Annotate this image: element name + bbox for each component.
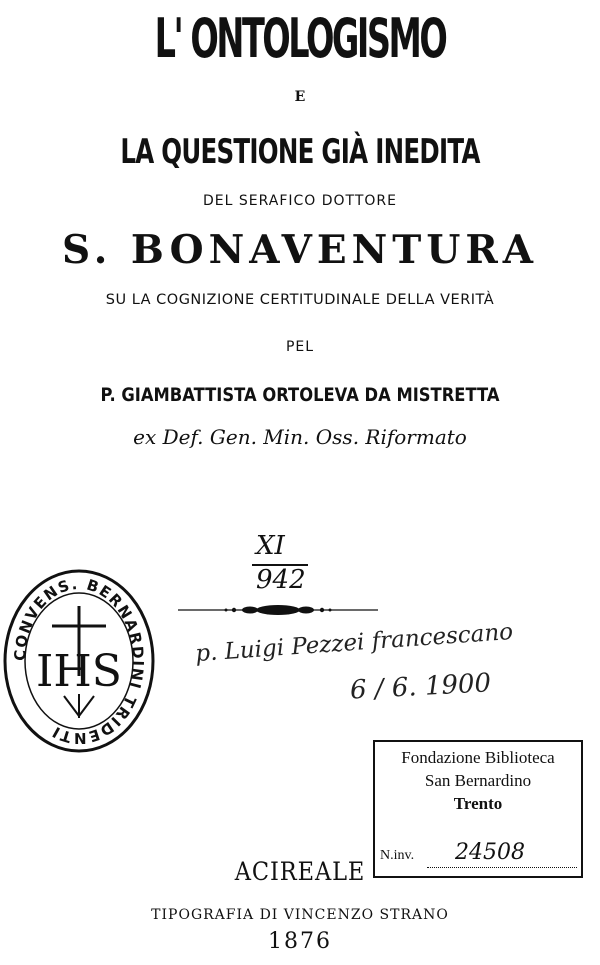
library-name-line1: Fondazione Biblioteca [401, 748, 555, 767]
author-name: P. GIAMBATTISTA ORTOLEVA DA MISTRETTA [100, 384, 500, 406]
imprint-city: ACIREALE [234, 857, 366, 886]
stamp-text: CONVENS. BERNARDINI TRIDENTI [10, 574, 148, 748]
topic-line: SU LA COGNIZIONE CERTITUDINALE DELLA VERITÀ [105, 292, 495, 308]
handwritten-date: 6 / 6. 1900 [349, 668, 492, 706]
library-city: Trento [453, 794, 503, 813]
book-subtitle: LA QUESTIONE GIÀ INEDITA [120, 132, 480, 172]
svg-text:IHS: IHS [36, 646, 122, 697]
inventory-number: 24508 [455, 840, 525, 865]
shelfmark-bottom: 942 [256, 565, 306, 595]
shelfmark-top: XI [256, 531, 285, 561]
library-name-line2: San Bernardino [424, 771, 532, 790]
inventory-label: N.inv. [380, 848, 415, 863]
imprint-year: 1876 [268, 929, 332, 954]
book-title: L' ONTOLOGISMO [154, 7, 446, 70]
imprint-printer: TIPOGRAFIA DI VINCENZO STRANO [151, 907, 449, 923]
convent-stamp [0, 566, 158, 756]
saint-name: S. BONAVENTURA [62, 227, 538, 273]
conjunction: E [294, 89, 306, 105]
of-line: DEL SERAFICO DOTTORE [202, 193, 398, 209]
author-role: ex Def. Gen. Min. Oss. Riformato [133, 425, 467, 449]
ornament-rule [178, 598, 378, 622]
handwritten-owner: p. Luigi Pezzei francescano [194, 618, 514, 668]
by-line: PEL [285, 339, 315, 355]
